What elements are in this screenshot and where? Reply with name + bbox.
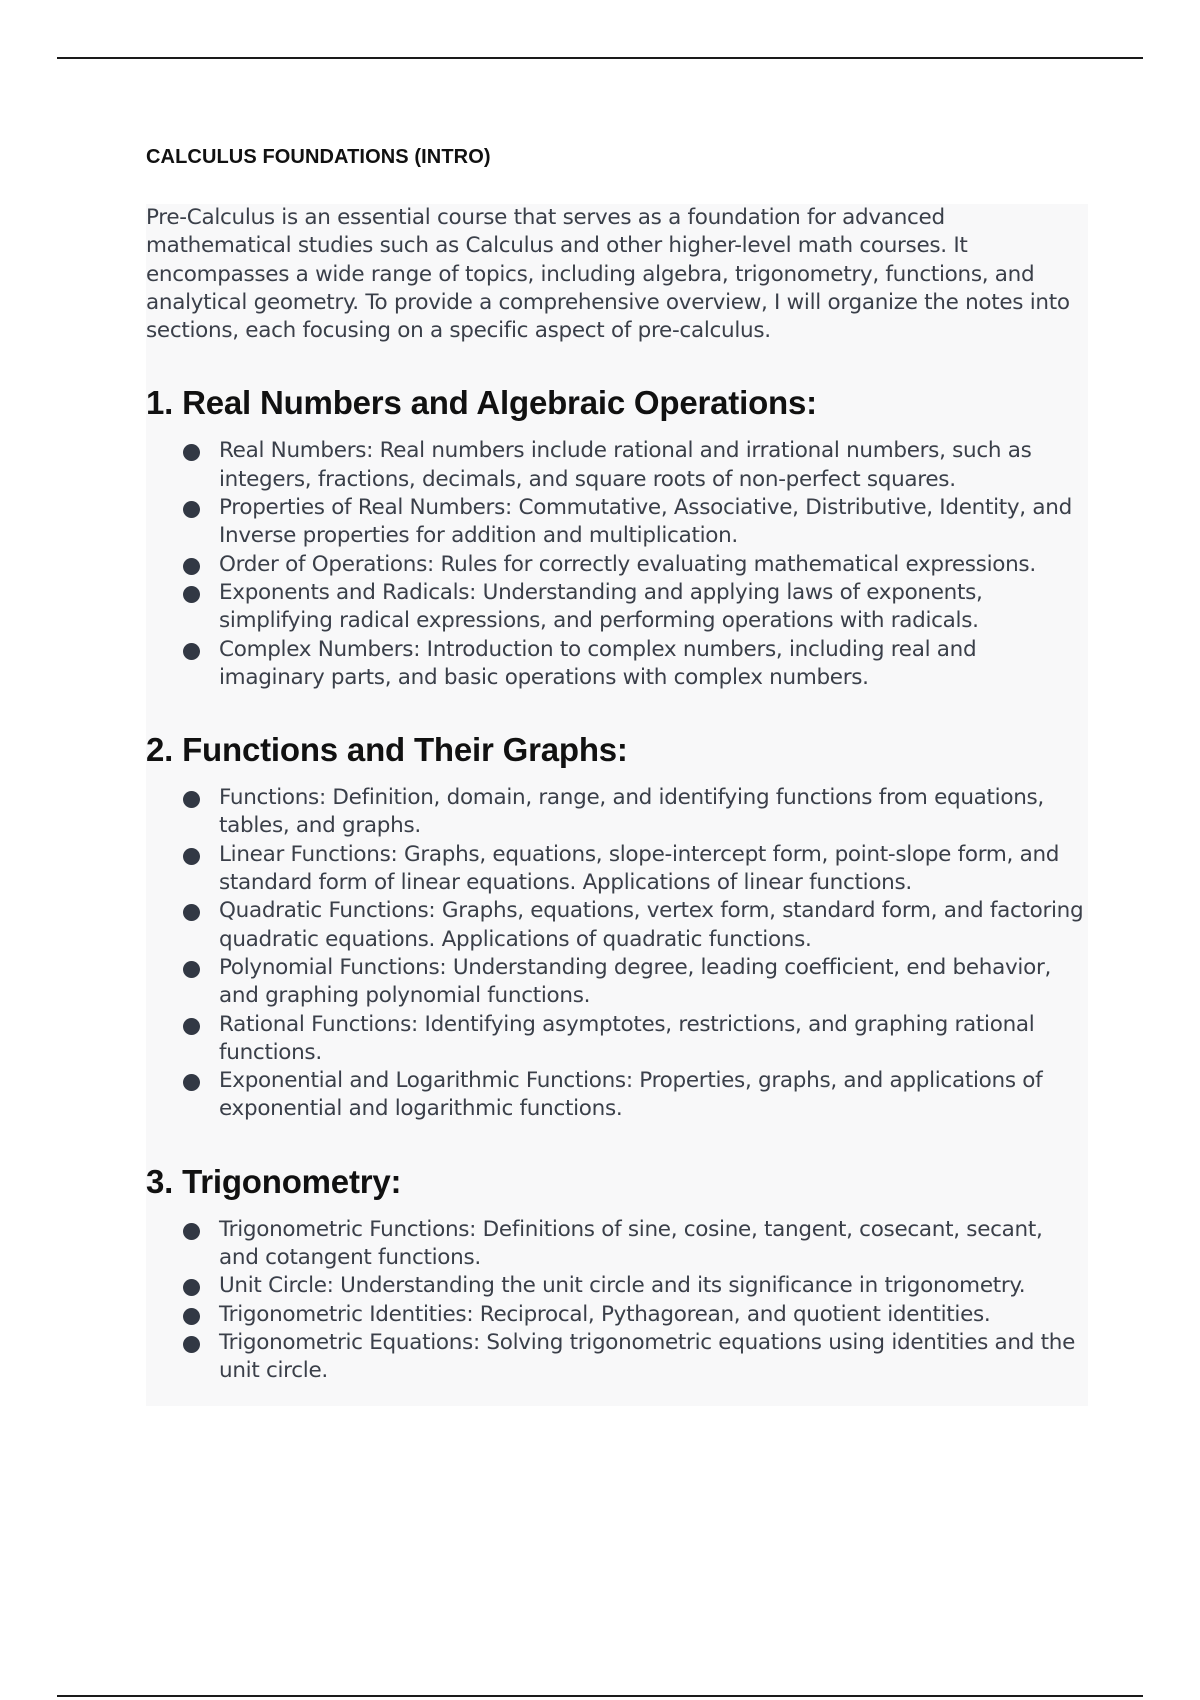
bullet-icon <box>183 1223 200 1240</box>
bullet-icon <box>183 501 200 518</box>
bottom-rule <box>57 1695 1143 1697</box>
section-heading: 1. Real Numbers and Algebraic Operations: <box>146 384 817 422</box>
bullet-icon <box>183 791 200 808</box>
list-item <box>146 1067 1088 1124</box>
bullet-icon <box>183 643 200 660</box>
document-title: CALCULUS FOUNDATIONS (INTRO) <box>146 146 491 168</box>
list-item <box>146 1272 1088 1300</box>
list-item-text: Real Numbers: Real numbers include rational and irrational numbers, such as integers, fractions, decimals, and square roots of non-perfect squares. <box>219 438 1032 492</box>
bullet-icon <box>183 1018 200 1035</box>
document-body <box>146 204 1088 1386</box>
section-heading: 2. Functions and Their Graphs: <box>146 731 628 769</box>
list-item-text: Functions: Definition, domain, range, and identifying functions from equations, tables, and graphs. <box>219 785 1044 839</box>
bullet-icon <box>183 1074 200 1091</box>
section-heading: 3. Trigonometry: <box>146 1162 402 1200</box>
intro-paragraph: Pre-Calculus is an essential course that serves as a foundation for advanced mathematical studies such as Calculus and other higher-level math courses. It encompasses a wide range of topics, including algebra, trigonometry, functions, and analytical geometry. To provide a comprehensive overview, I will organize the notes into sections, each focusing on a specific aspect of pre-calculus. <box>146 205 1070 344</box>
bullet-list <box>146 437 1088 692</box>
section-real-numbers <box>146 383 1088 692</box>
list-item <box>146 784 1088 841</box>
list-item <box>146 841 1088 898</box>
list-item <box>146 897 1088 954</box>
section-functions <box>146 730 1088 1124</box>
list-item <box>146 1216 1088 1273</box>
bullet-icon <box>183 904 200 921</box>
list-item-text: Trigonometric Identities: Reciprocal, Pythagorean, and quotient identities. <box>219 1301 991 1327</box>
top-rule <box>57 57 1143 59</box>
section-trigonometry <box>146 1162 1088 1386</box>
list-item-text: Quadratic Functions: Graphs, equations, vertex form, standard form, and factoring quadratic equations. Applications of quadratic functions. <box>219 898 1084 952</box>
bullet-icon <box>183 1279 200 1296</box>
list-item-text: Order of Operations: Rules for correctly evaluating mathematical expressions. <box>219 551 1036 577</box>
list-item <box>146 579 1088 636</box>
bullet-icon <box>183 558 200 575</box>
list-item <box>146 954 1088 1011</box>
list-item-text: Properties of Real Numbers: Commutative, Associative, Distributive, Identity, and Inverse properties for addition and multiplication. <box>219 495 1072 549</box>
list-item-text: Polynomial Functions: Understanding degree, leading coefficient, end behavior, and graphing polynomial functions. <box>219 954 1052 1009</box>
list-item <box>146 494 1088 551</box>
bullet-icon <box>183 848 200 865</box>
list-item-text: Trigonometric Functions: Definitions of sine, cosine, tangent, cosecant, secant, and cotangent functions. <box>219 1216 1043 1271</box>
list-item <box>146 1011 1088 1068</box>
bullet-icon <box>183 1308 200 1325</box>
list-item-text: Exponents and Radicals: Understanding and applying laws of exponents, simplifying radical expressions, and performing operations with radicals. <box>219 579 983 634</box>
list-item <box>146 437 1088 494</box>
bullet-icon <box>183 444 200 461</box>
list-item-text: Rational Functions: Identifying asymptotes, restrictions, and graphing rational functions. <box>219 1011 1035 1065</box>
list-item <box>146 551 1088 579</box>
list-item-text: Complex Numbers: Introduction to complex numbers, including real and imaginary parts, and basic operations with complex numbers. <box>219 636 977 690</box>
list-item <box>146 1301 1088 1329</box>
list-item-text: Unit Circle: Understanding the unit circle and its significance in trigonometry. <box>219 1273 1026 1299</box>
list-item-text: Exponential and Logarithmic Functions: Properties, graphs, and applications of exponential and logarithmic functions. <box>219 1068 1043 1122</box>
bullet-list <box>146 784 1088 1124</box>
bullet-icon <box>183 1336 200 1353</box>
bullet-list <box>146 1216 1088 1386</box>
list-item-text: Trigonometric Equations: Solving trigonometric equations using identities and the unit circle. <box>219 1329 1076 1384</box>
list-item-text: Linear Functions: Graphs, equations, slope-intercept form, point-slope form, and standard form of linear equations. Applications of linear functions. <box>219 841 1060 896</box>
list-item <box>146 1329 1088 1386</box>
bullet-icon <box>183 961 200 978</box>
list-item <box>146 636 1088 693</box>
bullet-icon <box>183 586 200 603</box>
